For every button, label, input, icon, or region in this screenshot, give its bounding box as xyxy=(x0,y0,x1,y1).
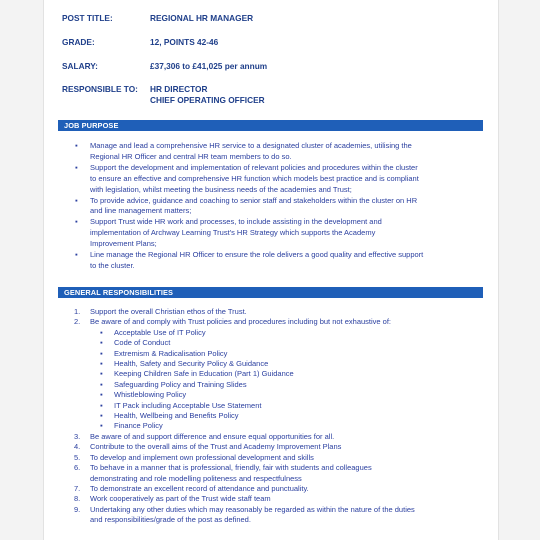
policy-item xyxy=(72,421,497,431)
responsibility-line: To behave in a manner that is professional, friendly, fair with students and colleagues xyxy=(90,463,372,473)
responsibility-line: Support the overall Christian ethos of the Trust. xyxy=(90,307,247,316)
bullet-icon: ▪ xyxy=(75,141,78,150)
responsible-to-line-1: HR DIRECTOR xyxy=(150,84,208,94)
policy-name: Health, Wellbeing and Benefits Policy xyxy=(114,411,239,421)
responsibility-line: Contribute to the overall aims of the Trust and Academy Improvement Plans xyxy=(90,442,342,452)
bullet-icon: ▪ xyxy=(100,400,103,410)
item-number: 4. xyxy=(74,442,81,452)
job-purpose-line: to the cluster. xyxy=(90,260,135,270)
bullet-icon: ▪ xyxy=(100,390,103,400)
bullet-icon: ▪ xyxy=(100,338,103,348)
salary-label: SALARY: xyxy=(62,61,98,71)
policy-item xyxy=(72,380,497,390)
item-number: 2. xyxy=(74,317,81,327)
salary-value xyxy=(150,61,267,72)
policy-name: Code of Conduct xyxy=(114,338,171,348)
policy-sublist-wrapper xyxy=(72,328,497,432)
responsibility-line: Be aware of and support difference and ensure equal opportunities for all. xyxy=(90,431,335,441)
bullet-icon: ▪ xyxy=(100,369,103,379)
bullet-icon: ▪ xyxy=(75,250,78,260)
job-purpose-line: To provide advice, guidance and coaching to senior staff and stakeholders within the cluster on HR xyxy=(90,195,418,205)
responsible-to-label: RESPONSIBLE TO: xyxy=(62,84,138,94)
grade-text: 12, POINTS 42-46 xyxy=(150,37,219,47)
job-purpose-list xyxy=(72,141,492,272)
responsibility-item xyxy=(72,494,497,504)
item-number: 8. xyxy=(74,494,81,504)
job-purpose-heading: JOB PURPOSE xyxy=(58,120,483,131)
policy-name: Extremism & Radicalisation Policy xyxy=(114,348,228,358)
responsible-to-value xyxy=(150,84,265,106)
policy-item xyxy=(72,401,497,411)
job-purpose-line: Line manage the Regional HR Officer to ensure the role delivers a good quality and effective support xyxy=(90,250,424,260)
job-purpose-item xyxy=(72,196,492,218)
responsibility-item xyxy=(72,484,497,494)
bullet-icon: ▪ xyxy=(100,348,103,358)
responsibility-line: and responsibilities/grade of the post as defined. xyxy=(90,515,251,525)
policy-name: Keeping Children Safe in Education (Part 1) Guidance xyxy=(114,369,294,379)
responsibility-line: Work cooperatively as part of the Trust wide staff team xyxy=(90,494,271,504)
bullet-icon: ▪ xyxy=(100,359,103,369)
job-purpose-line: Regional HR Officer and central HR team members to do so. xyxy=(90,151,292,161)
responsibility-line: Be aware of and comply with Trust policies and procedures including but not exhaustive of: xyxy=(90,317,392,327)
responsibility-line: To develop and implement own professional development and skills xyxy=(90,452,314,462)
responsibility-item xyxy=(72,442,497,452)
job-purpose-line: to ensure an effective and comprehensive HR function which models best practice and is compliant xyxy=(90,173,419,183)
bullet-icon: ▪ xyxy=(75,195,78,205)
general-responsibilities-list xyxy=(72,307,497,526)
item-number: 1. xyxy=(74,307,81,316)
post-title-text: REGIONAL HR MANAGER xyxy=(150,13,254,23)
post-title-value xyxy=(150,13,253,24)
bullet-icon: ▪ xyxy=(100,411,103,421)
responsibility-item xyxy=(72,453,497,463)
job-purpose-line: and line management matters; xyxy=(90,206,192,216)
job-purpose-item xyxy=(72,163,492,196)
bullet-icon: ▪ xyxy=(75,217,78,227)
job-purpose-line: Support Trust wide HR work and processes, to include assisting in the development and xyxy=(90,217,382,227)
policy-item xyxy=(72,411,497,421)
bullet-icon: ▪ xyxy=(100,379,103,389)
policy-name: Whistleblowing Policy xyxy=(114,390,187,400)
job-purpose-item xyxy=(72,141,492,163)
job-purpose-line: Improvement Plans; xyxy=(90,239,157,249)
post-title-label: POST TITLE: xyxy=(62,13,113,23)
job-purpose-line: implementation of Archway Learning Trust's HR Strategy which supports the Academy xyxy=(90,228,376,238)
responsible-to-line-2: CHIEF OPERATING OFFICER xyxy=(150,95,265,105)
responsibility-line: demonstrating and role modelling politeness and respectfulness xyxy=(90,473,302,483)
policy-sublist xyxy=(72,328,497,432)
bullet-icon: ▪ xyxy=(100,421,103,431)
item-number: 7. xyxy=(74,483,81,493)
policy-item xyxy=(72,328,497,338)
job-purpose-item xyxy=(72,217,492,250)
policy-name: IT Pack including Acceptable Use Statement xyxy=(114,400,262,410)
policy-item xyxy=(72,338,497,348)
job-purpose-line: Manage and lead a comprehensive HR service to a designated cluster of academies, utilising the xyxy=(90,141,412,150)
policy-name: Health, Safety and Security Policy & Guidance xyxy=(114,359,269,369)
item-number: 6. xyxy=(74,463,81,473)
document-page xyxy=(43,0,499,540)
policy-item xyxy=(72,349,497,359)
responsibility-line: To demonstrate an excellent record of attendance and punctuality. xyxy=(90,483,309,493)
item-number: 3. xyxy=(74,431,81,441)
policy-name: Acceptable Use of IT Policy xyxy=(114,327,206,337)
responsibility-item xyxy=(72,317,497,327)
responsibility-item xyxy=(72,463,497,484)
job-purpose-line: Support the development and implementation of relevant policies and procedures within the cluster xyxy=(90,162,418,172)
policy-item xyxy=(72,369,497,379)
grade-label: GRADE: xyxy=(62,37,95,47)
item-number: 9. xyxy=(74,504,81,514)
general-responsibilities-heading: GENERAL RESPONSIBILITIES xyxy=(58,287,483,298)
responsibility-item xyxy=(72,307,497,317)
job-purpose-item xyxy=(72,250,492,272)
policy-item xyxy=(72,390,497,400)
policy-name: Safeguarding Policy and Training Slides xyxy=(114,379,247,389)
responsibility-item xyxy=(72,432,497,442)
bullet-icon: ▪ xyxy=(100,327,103,337)
salary-text: £37,306 to £41,025 per annum xyxy=(150,61,268,71)
job-purpose-line: with legislation, whilst meeting the business needs of the academies and Trust; xyxy=(90,184,352,194)
policy-item xyxy=(72,359,497,369)
policy-name: Finance Policy xyxy=(114,421,163,431)
responsibility-line: Undertaking any other duties which may reasonably be regarded as within the nature of the duties xyxy=(90,504,415,514)
grade-value xyxy=(150,37,218,48)
item-number: 5. xyxy=(74,452,81,462)
responsibility-item xyxy=(72,505,497,526)
bullet-icon: ▪ xyxy=(75,162,78,172)
